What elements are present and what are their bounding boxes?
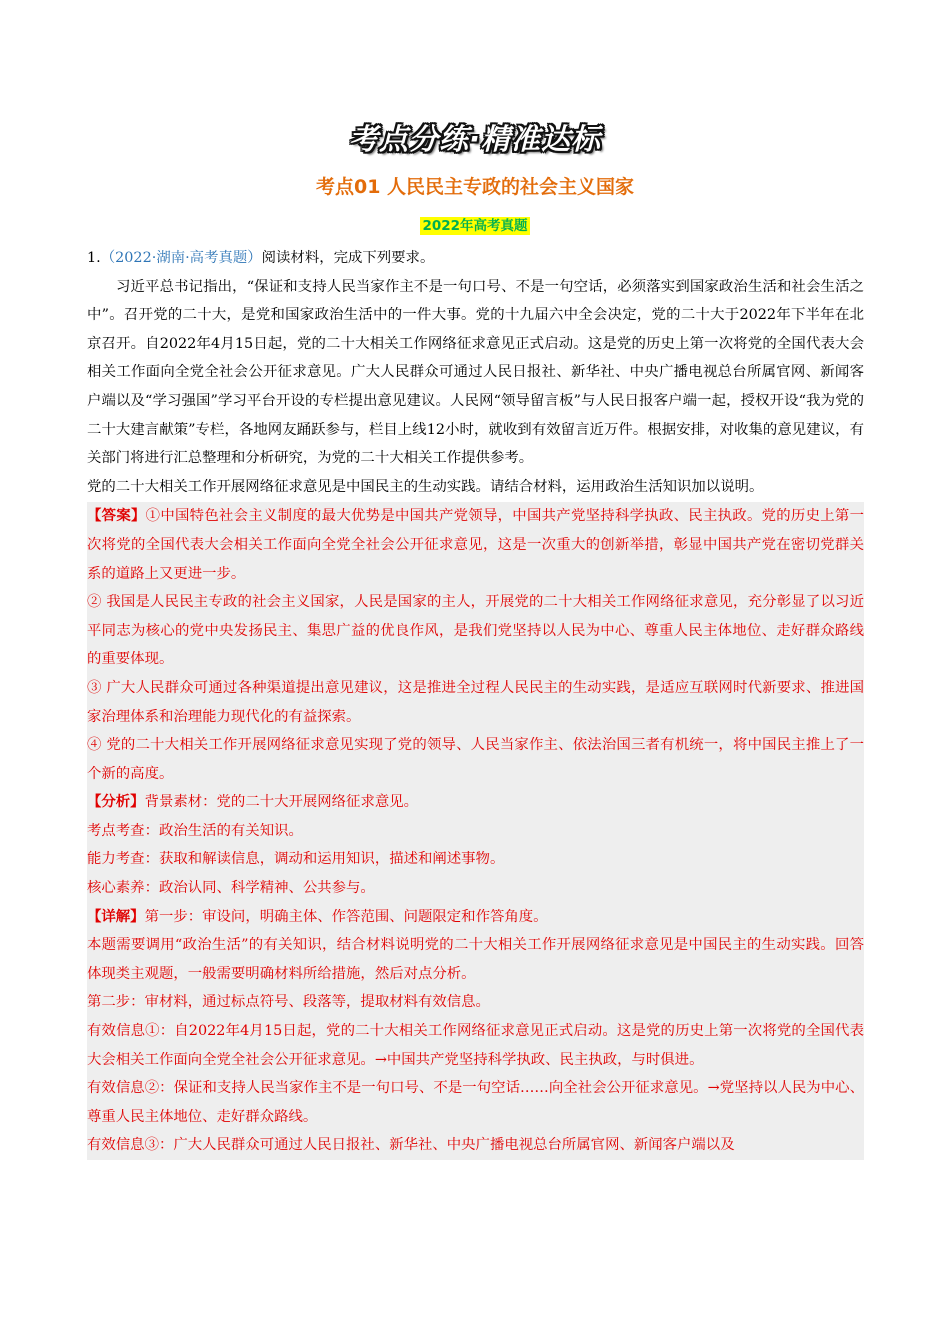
detail-info-2: 有效信息②：保证和支持人民当家作主不是一句口号、不是一句空话……向全社会公开征求意见。→党坚持以人民为中心、尊重人民主体地位、走好群众路线。 [87,1080,864,1125]
detail-step-1 [87,903,864,932]
answer-point-4: ④ 党的二十大相关工作开展网络征求意见实现了党的领导、人民当家作主、依法治国三者有机统一，将中国民主推上了一个新的高度。 [87,737,864,782]
detail-info-3: 有效信息③：广大人民群众可通过人民日报社、新华社、中央广播电视总台所属官网、新闻客户端以及 [87,1137,735,1154]
question-source: （2022·湖南·高考真题） [100,250,262,266]
year-label: 2022年高考真题 [422,218,528,234]
detail-explain: 本题需要调用“政治生活”的有关知识，结合材料说明党的二十大相关工作开展网络征求意见是中国民主的生动实践。回答体现类主观题，一般需要明确材料所给措施，然后对点分析。 [87,937,864,982]
detail-step-2: 第二步：审材料，通过标点符号、段落等，提取材料有效信息。 [87,994,490,1011]
question-header [87,244,864,273]
topic-title: 考点01 人民民主专政的社会主义国家 [315,176,635,198]
answer-point-1-text: ①中国特色社会主义制度的最大优势是中国共产党领导，中国共产党坚持科学执政、民主执政。党的历史上第一次将党的全国代表大会相关工作面向全党全社会公开征求意见，这是一次重大的创新举措，彰显中国共产党在密切党群关系的道路上又更进一步。 [87,508,864,582]
answer-block [87,502,864,1160]
analysis-label: 【分析】 [87,793,145,811]
question-material: 习近平总书记指出，“保证和支持人民当家作主不是一句口号、不是一句空话，必须落实到国家政治生活和社会生活之中”。召开党的二十大，是党和国家政治生活中的一件大事。党的十九届六中全会决定，党的二十大于2022年下半年在北京召开。自2022年4月15日起，党的二十大相关工作网络征求意见正式启动。这是党的历史上第一次将党的全国代表大会相关工作面向全党全社会公开征求意见。广大人民群众可通过人民日报社、新华社、中央广播电视总台所属官网、新闻客户端以及“学习强国”学习平台开设的专栏提出意见建议。人民网“领导留言板”与人民日报客户端一起，授权开设“我为党的二十大建言献策”专栏，各地网友踊跃参与，栏目上线12小时，就收到有效留言近万件。根据安排，对收集的意见建议，有关部门将进行汇总整理和分析研究，为党的二十大相关工作提供参考。 [87,278,864,467]
detail-label: 【详解】 [87,907,145,925]
detail-info-1: 有效信息①：自2022年4月15日起，党的二十大相关工作网络征求意见正式启动。这是党的历史上第一次将党的全国代表大会相关工作面向全党全社会公开征求意见。→中国共产党坚持科学执政、民主执政，与时俱进。 [87,1023,864,1068]
answer-point-3: ③ 广大人民群众可通过各种渠道提出意见建议，这是推进全过程人民民主的生动实践，是适应互联网时代新要求、推进国家治理体系和治理能力现代化的有益探索。 [87,679,864,725]
analysis-literacy: 核心素养：政治认同、科学精神、公共参与。 [87,880,375,897]
analysis-knowledge: 考点考查：政治生活的有关知识。 [87,822,303,839]
analysis-background [87,788,864,817]
analysis-ability: 能力考查：获取和解读信息，调动和运用知识，描述和阐述事物。 [87,851,505,868]
detail-step-1-text: 第一步：审设问，明确主体、作答范围、问题限定和作答角度。 [144,908,548,925]
question-content [87,244,864,1160]
question-instruction: 阅读材料，完成下列要求。 [261,250,435,266]
year-label-row [0,214,950,234]
question-prompt: 党的二十大相关工作开展网络征求意见是中国民主的生动实践。请结合材料，运用政治生活知识加以说明。 [87,478,764,495]
analysis-background-text: 背景素材：党的二十大开展网络征求意见。 [144,794,419,811]
banner-title: 考点分练·精准达标 [348,122,602,156]
answer-label: 【答案】 [87,507,146,525]
question-number: 1. [87,250,101,266]
answer-point-1 [87,502,864,588]
answer-point-2: ② 我国是人民民主专政的社会主义国家，人民是国家的主人，开展党的二十大相关工作网络征求意见，充分彰显了以习近平同志为核心的党中央发扬民主、集思广益的优良作风，是我们党坚持以人民为中心、尊重人民主体地位、走好群众路线的重要体现。 [87,594,864,668]
